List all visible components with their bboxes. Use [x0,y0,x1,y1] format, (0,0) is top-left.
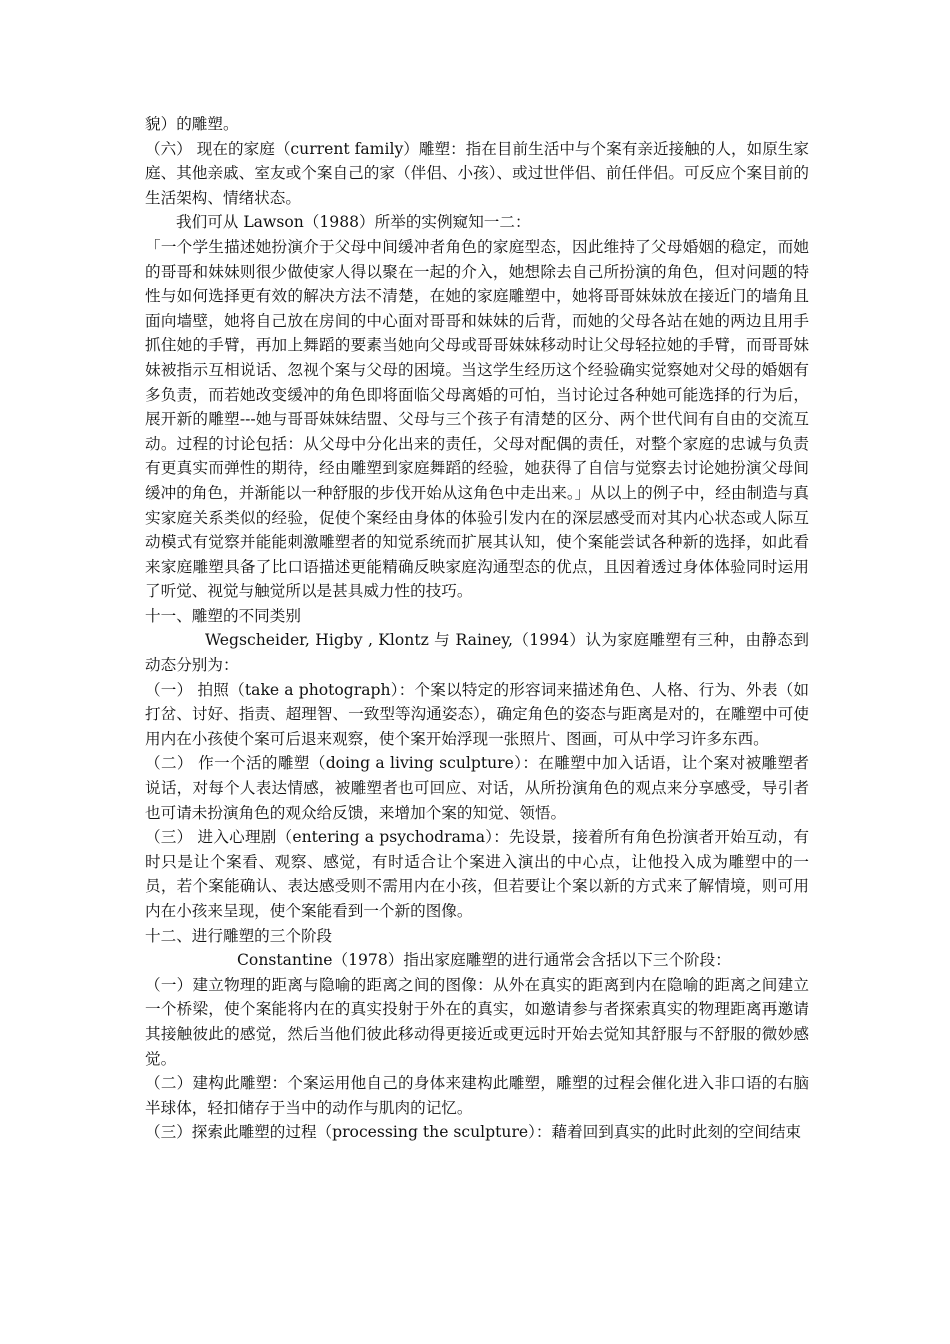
section-heading: 十二、进行雕塑的三个阶段 [145,926,333,945]
document-body [145,112,809,1145]
quoted-example-paragraph: 「一个学生描述她扮演介于父母中间缓冲者角色的家庭型态，因此维持了父母婚姻的稳定，而她的哥哥和妹妹则很少做使家人得以聚在一起的介入，她想除去自己所扮演的角色，但对问题的特性与如何选择更有效的解决方法不清楚，在她的家庭雕塑中，她将哥哥妹妹放在接近门的墙角且面向墙壁，她将自己放在房间的中心面对哥哥和妹妹的后背，而她的父母各站在她的两边且用手抓住她的手臂，再加上舞蹈的要素当她向父母或哥哥妹妹移动时让父母轻拉她的手臂，而哥哥妹妹被指示互相说话、忽视个案与父母的困境。当这学生经历这个经验确实觉察她对父母的婚姻有多负责，而若她改变缓冲的角色即将面临父母离婚的可怕，当讨论过各种她可能选择的行为后，展开新的雕塑---她与哥哥妹妹结盟、父母与三个孩子有清楚的区分、两个世代间有自由的交流互动。过程的讨论包括：从父母中分化出来的责任，父母对配偶的责任，对整个家庭的忠诚与负责有更真实而弹性的期待，经由雕塑到家庭舞蹈的经验，她获得了自信与觉察去讨论她扮演父母间缓冲的角色，并渐能以一种舒服的步伐开始从这角色中走出来。」从以上的例子中，经由制造与真实家庭关系类似的经验，促使个案经由身体的体验引发内在的深层感受而对其内心状态或人际互动模式有觉察并能能刺激雕塑者的知觉系统而扩展其认知，使个案能尝试各种新的选择，如此看来家庭雕塑具备了比口语描述更能精确反映家庭沟通型态的优点，且因着透过身体体验同时运用了听觉、视觉与触觉所以是甚具威力性的技巧。 [145,237,809,601]
list-item: （三） 进入心理剧（entering a psychodrama）：先设景，接着所有角色扮演者开始互动，有时只是让个案看、观察、感觉，有时适合让个案进入演出的中心点，让他投入成为雕塑中的一员，若个案能确认、表达感受则不需用内在小孩，但若要让个案以新的方式来了解情境，则可用内在小孩来呈现，使个案能看到一个新的图像。 [145,828,809,920]
list-item: （一）建立物理的距离与隐喻的距离之间的图像：从外在真实的距离到内在隐喻的距离之间建立一个桥梁，使个案能将内在的真实投射于外在的真实，如邀请参与者探索真实的物理距离再邀请其接触彼此的感觉，然后当他们彼此移动得更接近或更远时开始去觉知其舒服与不舒服的微妙感觉。 [145,975,809,1068]
list-item: （二）建构此雕塑：个案运用他自己的身体来建构此雕塑，雕塑的过程会催化进入非口语的右脑半球体，轻扣储存于当中的动作与肌肉的记忆。 [145,1074,809,1117]
list-item: （二） 作一个活的雕塑（doing a living sculpture）：在雕塑中加入话语，让个案对被雕塑者说话，对每个人表达情感，被雕塑者也可回应、对话，从所扮演角色的观点来分享感受，导引者也可请未扮演角色的观众给反馈，来增加个案的知觉、领悟。 [145,754,809,822]
section-heading: 十一、雕塑的不同类别 [145,606,301,625]
paragraph: Wegscheider, Higby , Klontz 与 Rainey,（1994）认为家庭雕塑有三种，由静态到动态分别为： [145,631,809,675]
paragraph: Constantine（1978）指出家庭雕塑的进行通常会含括以下三个阶段： [237,951,731,970]
paragraph: （六） 现在的家庭（current family）雕塑：指在目前生活中与个案有亲近接触的人，如原生家庭、其他亲戚、室友或个案自己的家（伴侣、小孩）、或过世伴侣、前任伴侣。可反应个案目前的生活架构、情绪状态。 [145,139,809,207]
list-item: （三）探索此雕塑的过程（processing the sculpture）：藉着回到真实的此时此刻的空间结束 [145,1123,802,1142]
paragraph: 貌）的雕塑。 [145,115,239,133]
list-item: （一） 拍照（take a photograph）：个案以特定的形容词来描述角色、人格、行为、外表（如打岔、讨好、指责、超理智、一致型等沟通姿态），确定角色的姿态与距离是对的，在雕塑中可使用内在小孩使个案可后退来观察，使个案开始浮现一张照片、图画，可从中学习许多东西。 [145,680,809,748]
paragraph: 我们可从 Lawson（1988）所举的实例窥知一二： [176,213,531,232]
